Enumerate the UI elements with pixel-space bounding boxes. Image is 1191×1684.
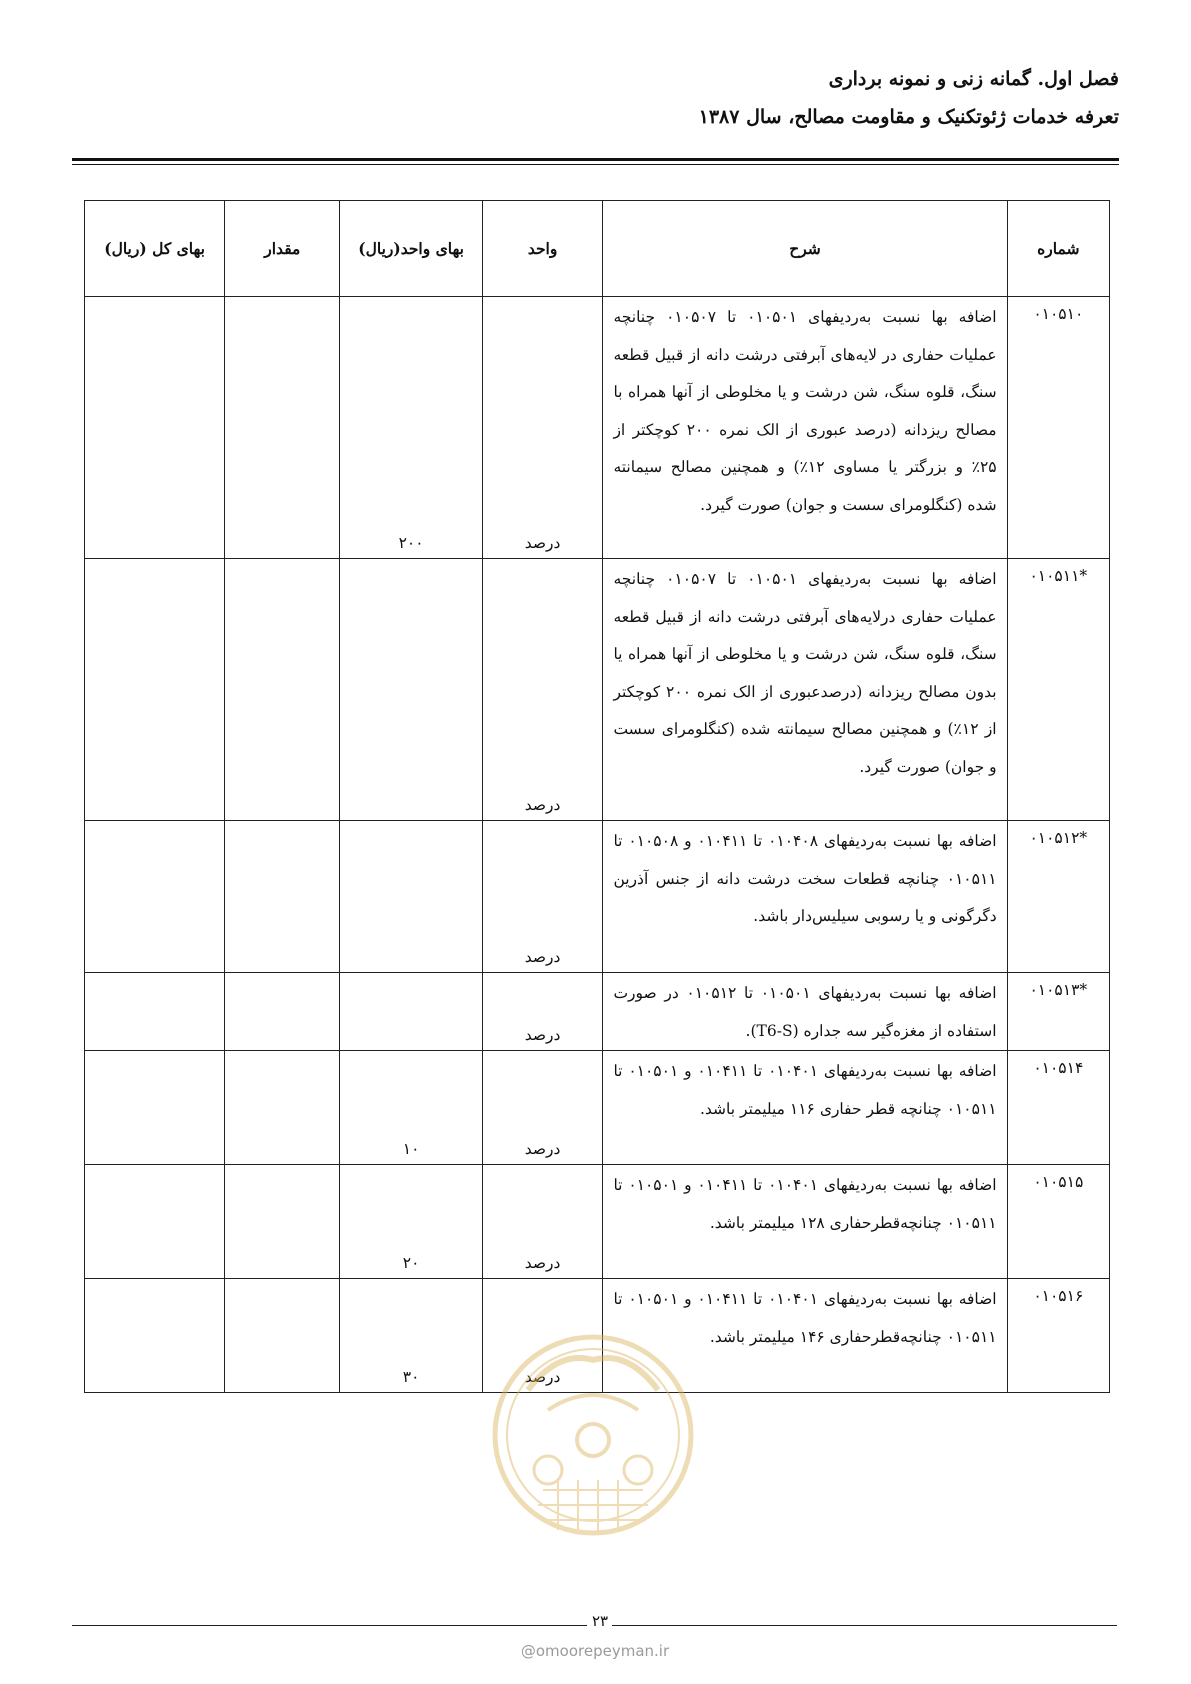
document-title: تعرفه خدمات ژئوتکنیک و مقاومت مصالح، سال ۱۳۸۷ xyxy=(698,106,1119,128)
row-quantity xyxy=(225,559,340,821)
row-code: ۰۱۰۵۱۴ xyxy=(1007,1051,1109,1165)
row-code: *۰۱۰۵۱۲ xyxy=(1007,821,1109,973)
footer-rule-right xyxy=(612,1625,1117,1626)
row-total xyxy=(85,821,225,973)
row-code: *۰۱۰۵۱۱ xyxy=(1007,559,1109,821)
row-total xyxy=(85,1279,225,1393)
table-row xyxy=(85,973,1110,1051)
row-unit-price: ۲۰۰ xyxy=(340,297,482,559)
row-unit: درصد xyxy=(482,973,603,1051)
row-description: اضافه بها نسبت به‌ردیفهای ۰۱۰۴۰۱ تا ۰۱۰۴۱۱ و ۰۱۰۵۰۱ تا ۰۱۰۵۱۱ چنانچه‌قطرحفاری ۱۲۸ میلیمتر باشد. xyxy=(603,1165,1007,1279)
table-row xyxy=(85,1051,1110,1165)
row-description: اضافه بها نسبت به‌ردیفهای ۰۱۰۵۰۱ تا ۰۱۰۵۰۷ چنانچه عملیات حفاری در لایه‌های آبرفتی درشت دانه از قبیل قطعه سنگ، قلوه سنگ، شن درشت و یا مخلوطی از آنها همراه با مصالح ریزدانه (درصد عبوری از الک نمره ۲۰۰ کوچکتر از ۲۵٪ و بزرگتر یا مساوی ۱۲٪) و همچنین مصالح سیمانته شده (کنگلومرای سست و جوان) صورت گیرد. xyxy=(603,297,1007,559)
table-row xyxy=(85,1165,1110,1279)
row-unit-price: ۲۰ xyxy=(340,1165,482,1279)
row-code: ۰۱۰۵۱۶ xyxy=(1007,1279,1109,1393)
website-link[interactable]: @omoorepeyman.ir xyxy=(520,1642,670,1660)
header-quantity: مقدار xyxy=(225,201,340,297)
table-row xyxy=(85,559,1110,821)
row-quantity xyxy=(225,1279,340,1393)
page-number: ۲۳ xyxy=(591,1612,609,1630)
row-total xyxy=(85,1051,225,1165)
row-unit: درصد xyxy=(482,297,603,559)
row-unit-price: ۳۰ xyxy=(340,1279,482,1393)
tariff-table xyxy=(84,200,1110,1393)
row-total xyxy=(85,1165,225,1279)
row-total xyxy=(85,297,225,559)
row-unit-price xyxy=(340,821,482,973)
row-unit: درصد xyxy=(482,1051,603,1165)
row-description: اضافه بها نسبت به‌ردیفهای ۰۱۰۵۰۱ تا ۰۱۰۵۱۲ در صورت استفاده از مغزه‌گیر سه جداره (T6-S). xyxy=(603,973,1007,1051)
row-code: ۰۱۰۵۱۵ xyxy=(1007,1165,1109,1279)
row-description: اضافه بها نسبت به‌ردیفهای ۰۱۰۴۰۱ تا ۰۱۰۴۱۱ و ۰۱۰۵۰۱ تا ۰۱۰۵۱۱ چنانچه قطر حفاری ۱۱۶ میلیمتر باشد. xyxy=(603,1051,1007,1165)
row-unit: درصد xyxy=(482,559,603,821)
omoor-peyman-seal-icon xyxy=(488,1330,698,1570)
row-quantity xyxy=(225,297,340,559)
row-total xyxy=(85,973,225,1051)
table-header-row xyxy=(85,201,1110,297)
row-unit-price xyxy=(340,973,482,1051)
header-unit: واحد xyxy=(482,201,603,297)
row-description: اضافه بها نسبت به‌ردیفهای ۰۱۰۵۰۱ تا ۰۱۰۵۰۷ چنانچه عملیات حفاری درلایه‌های آبرفتی درشت دانه از قبیل قطعه سنگ، قلوه سنگ، شن درشت و یا مخلوطی از آنها همراه یا بدون مصالح ریزدانه (درصدعبوری از الک نمره ۲۰۰ کوچکتر از ۱۲٪) و همچنین مصالح سیمانته شده (کنگلومرای سست و جوان) صورت گیرد. xyxy=(603,559,1007,821)
row-unit: درصد xyxy=(482,1279,603,1393)
row-quantity xyxy=(225,821,340,973)
chapter-title: فصل اول. گمانه زنی و نمونه برداری xyxy=(828,68,1119,90)
row-unit: درصد xyxy=(482,821,603,973)
header-rule-thin xyxy=(72,164,1119,165)
row-total xyxy=(85,559,225,821)
row-unit-price: ۱۰ xyxy=(340,1051,482,1165)
header-code: شماره xyxy=(1007,201,1109,297)
page-header xyxy=(72,60,1119,136)
row-description: اضافه بها نسبت به‌ردیفهای ۰۱۰۴۰۱ تا ۰۱۰۴۱۱ و ۰۱۰۵۰۱ تا ۰۱۰۵۱۱ چنانچه‌قطرحفاری ۱۴۶ میلیمتر باشد. xyxy=(603,1279,1007,1393)
header-description: شرح xyxy=(603,201,1007,297)
row-quantity xyxy=(225,1051,340,1165)
row-code: ۰۱۰۵۱۰ xyxy=(1007,297,1109,559)
row-code: *۰۱۰۵۱۳ xyxy=(1007,973,1109,1051)
header-total: بهای کل (ریال) xyxy=(85,201,225,297)
row-unit: درصد xyxy=(482,1165,603,1279)
row-quantity xyxy=(225,973,340,1051)
table-row xyxy=(85,297,1110,559)
row-description: اضافه بها نسبت به‌ردیفهای ۰۱۰۴۰۸ تا ۰۱۰۴۱۱ و ۰۱۰۵۰۸ تا ۰۱۰۵۱۱ چنانچه قطعات سخت درشت دانه از جنس آذرین دگرگونی و یا رسوبی سیلیس‌دار باشد. xyxy=(603,821,1007,973)
footer-rule-left xyxy=(72,1625,587,1626)
header-rule-thick xyxy=(72,158,1119,161)
row-unit-price xyxy=(340,559,482,821)
header-unit-price: بهای واحد(ریال) xyxy=(340,201,482,297)
table-row xyxy=(85,821,1110,973)
row-quantity xyxy=(225,1165,340,1279)
